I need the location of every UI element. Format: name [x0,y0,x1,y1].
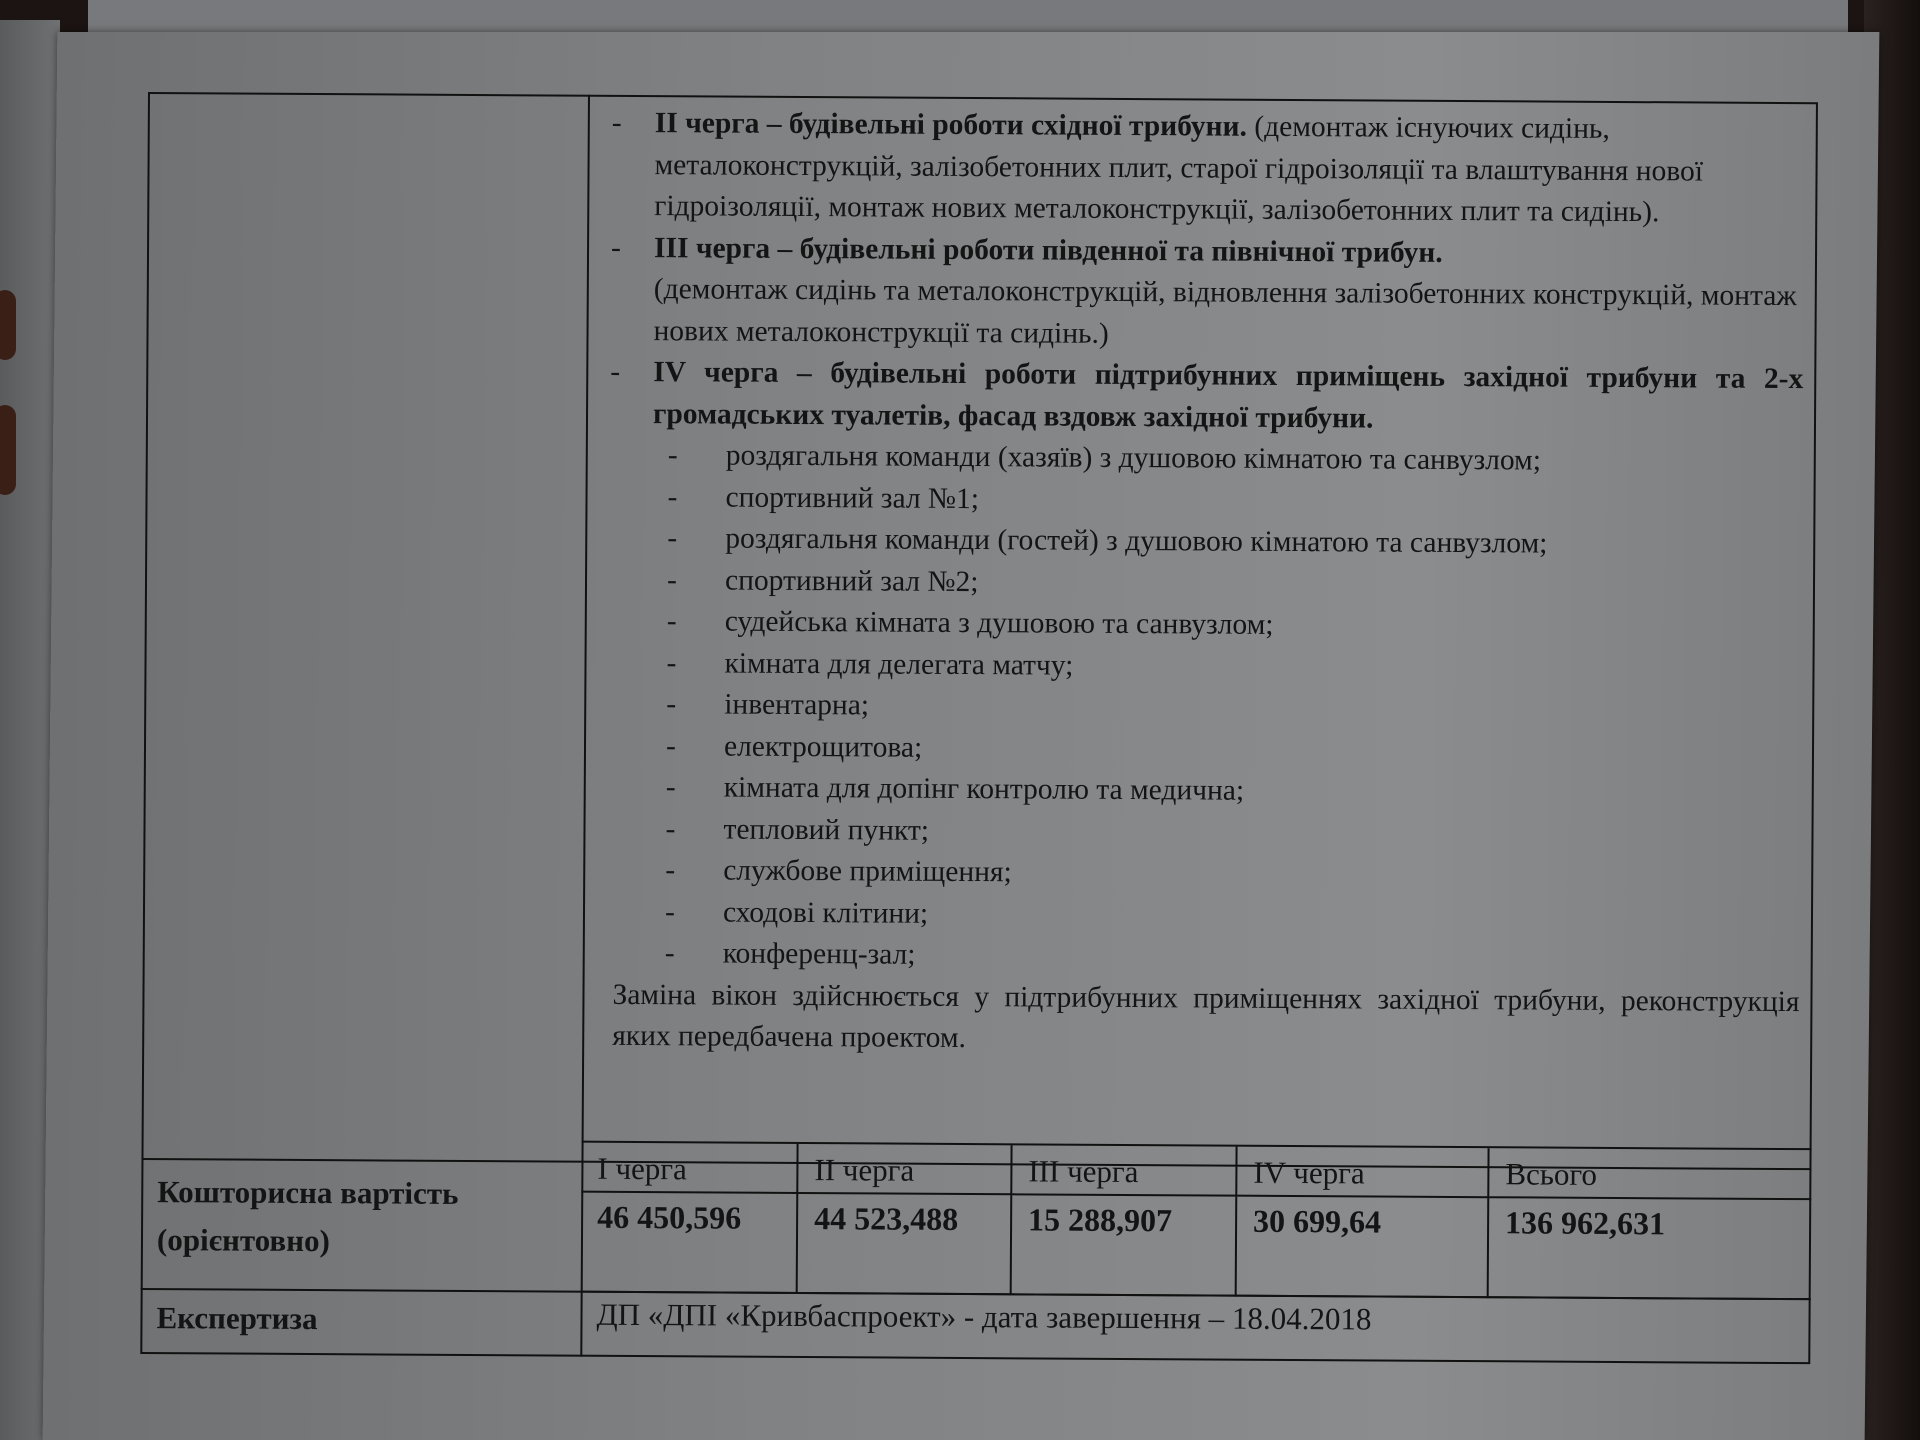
window-replacement-note: Заміна вікон здійснюється у підтрибунних приміщеннях західної трибуни, реконструкція яких передбачена проектом. [612,978,1800,1055]
room-label: сходові клітини; [722,896,929,930]
list-dash: - [664,937,675,970]
room-label: кімната для делегата матчу; [724,647,1074,682]
room-item [595,808,1800,857]
room-item [597,559,1802,608]
cost-header-stage-2: II черга [798,1144,1012,1195]
list-dash: - [667,480,678,513]
cost-value-stage-1: 46 450,596 [581,1193,799,1294]
list-dash: - [665,854,676,887]
list-dash: - [610,355,621,388]
list-dash: - [664,895,675,928]
cost-header-stage-3: III черга [1012,1145,1237,1196]
cost-grid [581,1141,1812,1301]
cost-header-stage-1: I черга [581,1143,798,1194]
cost-label: Кошторисна вартість (орієнтовно) [156,1174,459,1259]
stage-title: II черга – будівельні роботи східної трибуни. [654,107,1248,143]
expertise-row [140,1288,1810,1364]
stage-title: III черга – будівельні роботи південної та північної трибун. [653,231,1443,269]
room-label: тепловий пункт; [723,813,930,847]
room-label: судейська кімната з душовою та санвузлом; [724,605,1274,641]
stage-item-ii [599,103,1805,235]
stage-details: (демонтаж існуючих сидінь, металоконструкцій, залізобетонних плит, старої гідроізоляції та влаштування нової гідроізоляції, монтаж нових металоконструкції, залізобетонних плит та сидінь). [654,110,1704,229]
expertise-value: ДП «ДПІ «Кривбаспроект» - дата завершення – 18.04.2018 [596,1296,1372,1337]
room-label: інвентарна; [724,688,870,722]
room-label: роздягальня команди (хазяїв) з душовою кімнатою та санвузлом; [725,439,1542,477]
list-dash: - [667,522,678,555]
room-item [598,435,1803,484]
list-dash: - [666,688,677,721]
stage-item-iv [598,352,1803,442]
cost-header-total: Всього [1489,1148,1811,1200]
list-dash: - [666,563,677,596]
stage-item-iii [598,227,1804,359]
expertise-label: Експертиза [156,1300,318,1337]
room-label: спортивний зал №1; [725,481,980,515]
list-dash: - [665,771,676,804]
room-label: кімната для допінг контролю та медична; [723,771,1245,807]
room-item [597,601,1802,650]
list-dash: - [665,729,676,762]
list-dash: - [610,231,621,264]
description-cell [594,103,1805,1065]
room-label: спортивний зал №2; [724,564,979,598]
background-object [0,405,16,495]
background-object [0,290,16,360]
cost-row [141,1150,1812,1300]
room-label: службове приміщення; [723,854,1012,889]
cost-value-stage-3: 15 288,907 [1012,1195,1238,1296]
list-dash: - [667,439,678,472]
room-item [595,891,1800,940]
room-item [596,767,1801,816]
room-item [597,476,1802,525]
room-item [596,684,1801,733]
room-item [595,850,1800,899]
room-label: електрощитова; [723,730,923,764]
cost-header-stage-4: IV черга [1237,1147,1489,1199]
room-item [595,933,1800,982]
room-item [597,518,1802,567]
cost-value-stage-2: 44 523,488 [798,1194,1013,1295]
room-item [596,642,1801,691]
cost-value-total: 136 962,631 [1489,1198,1812,1300]
document-table [140,92,1818,1364]
list-dash: - [666,605,677,638]
stage-details: (демонтаж сидінь та металоконструкцій, відновлення залізобетонних конструкцій, монтаж нових металоконструкції та сидінь.) [653,273,1797,350]
list-dash: - [611,106,622,139]
stage-title: IV черга – будівельні роботи підтрибунних приміщень західної трибуни та 2-х громадських туалетів, фасад вздовж західної трибуни. [652,356,1804,434]
room-item [596,725,1801,774]
list-dash: - [665,812,676,845]
cost-value-stage-4: 30 699,64 [1237,1197,1490,1299]
list-dash: - [666,646,677,679]
room-label: конференц-зал; [722,937,916,971]
room-label: роздягальня команди (гостей) з душовою кімнатою та санвузлом; [725,522,1548,560]
